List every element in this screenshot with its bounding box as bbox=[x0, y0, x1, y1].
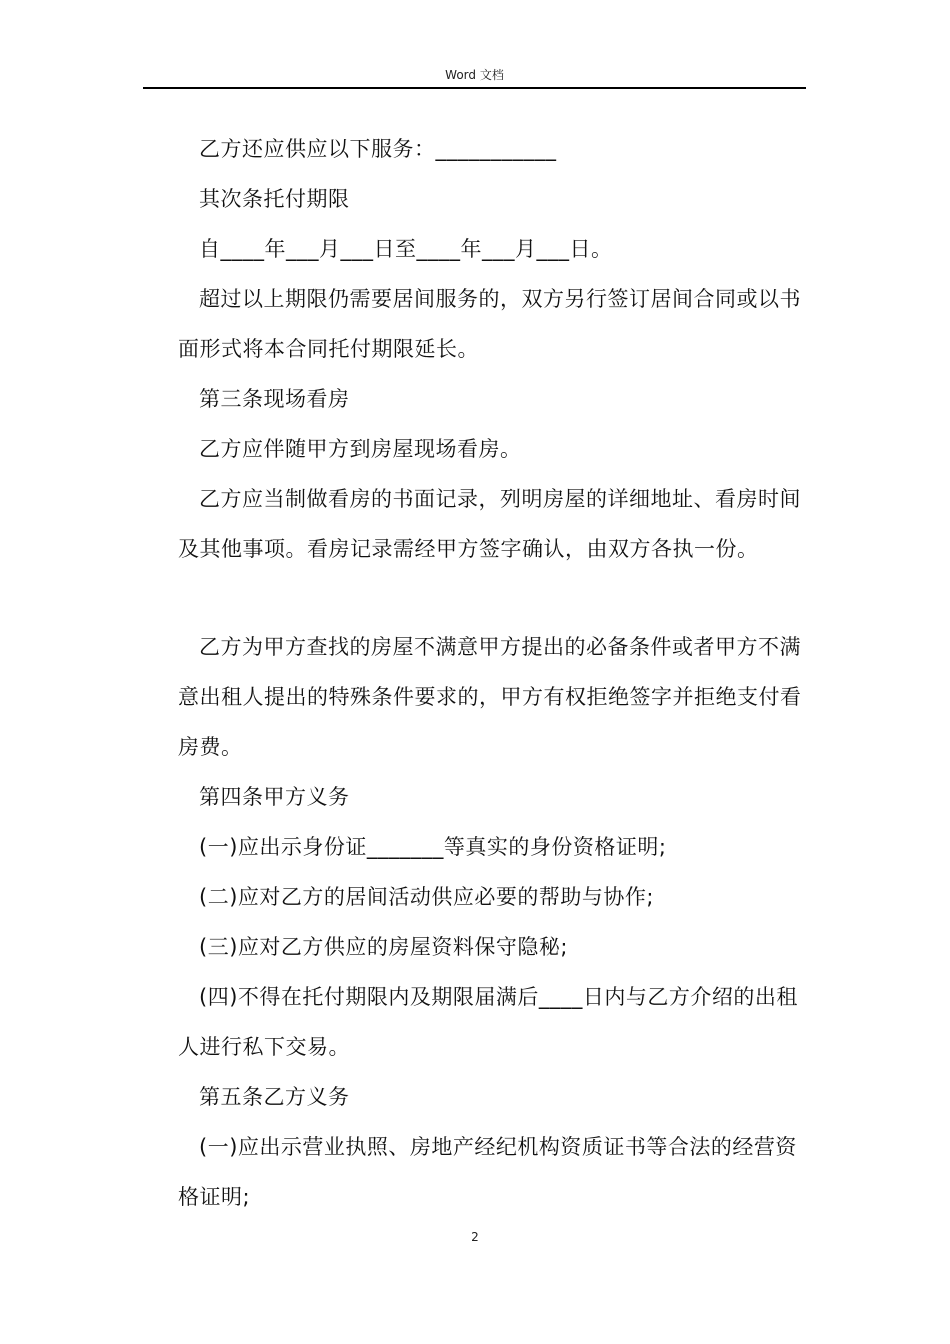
paragraph: 自____年___月___日至____年___月___日。 bbox=[199, 237, 613, 261]
page-number: 2 bbox=[471, 1230, 479, 1244]
list-item: (三)应对乙方供应的房屋资料保守隐秘; bbox=[199, 935, 568, 959]
list-item: (一)应出示身份证_______等真实的身份资格证明; bbox=[199, 835, 667, 859]
paragraph: 乙方应当制做看房的书面记录，列明房屋的详细地址、看房时间及其他事项。看房记录需经甲方签字确认，由双方各执一份。 bbox=[178, 487, 801, 561]
section-heading: 其次条托付期限 bbox=[199, 187, 350, 211]
list-item: (一)应出示营业执照、房地产经纪机构资质证书等合法的经营资格证明; bbox=[178, 1135, 797, 1209]
section-heading: 第三条现场看房 bbox=[199, 387, 350, 411]
paragraph: 乙方还应供应以下服务：___________ bbox=[199, 137, 557, 161]
page-header: Word 文档 bbox=[445, 68, 504, 82]
paragraph: 乙方应伴随甲方到房屋现场看房。 bbox=[199, 437, 522, 461]
paragraph: 超过以上期限仍需要居间服务的，双方另行签订居间合同或以书面形式将本合同托付期限延长。 bbox=[178, 287, 801, 361]
list-item: (四)不得在托付期限内及期限届满后____日内与乙方介绍的出租人进行私下交易。 bbox=[178, 985, 798, 1059]
header-divider bbox=[143, 87, 806, 89]
document-body bbox=[178, 124, 808, 1222]
list-item: (二)应对乙方的居间活动供应必要的帮助与协作; bbox=[199, 885, 654, 909]
paragraph: 乙方为甲方查找的房屋不满意甲方提出的必备条件或者甲方不满意出租人提出的特殊条件要求的，甲方有权拒绝签字并拒绝支付看房费。 bbox=[178, 635, 802, 759]
section-heading: 第四条甲方义务 bbox=[199, 785, 350, 809]
section-heading: 第五条乙方义务 bbox=[199, 1085, 350, 1109]
